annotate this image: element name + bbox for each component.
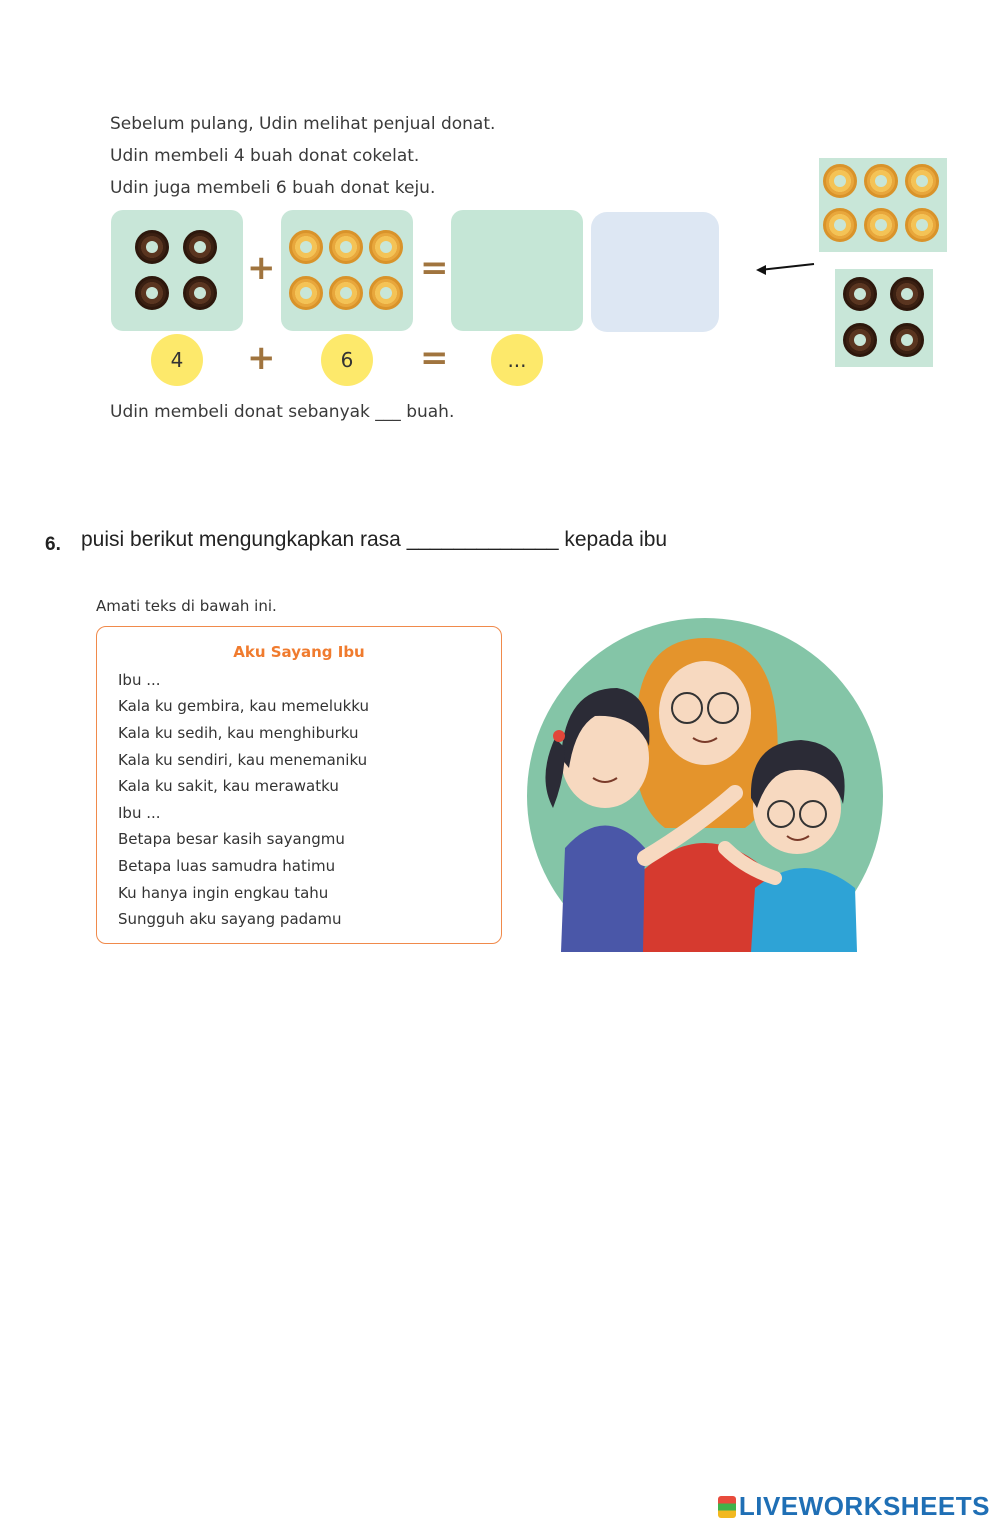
cheese-donut-tile [281, 210, 413, 331]
chocolate-donut-icon [890, 323, 924, 357]
chocolate-donut-icon [890, 277, 924, 311]
liveworksheets-logo-text: LIVEWORKSHEETS [738, 1491, 990, 1521]
chocolate-donut-icon [135, 230, 169, 264]
cheese-donut-icon [289, 230, 323, 264]
answer-sentence: Udin membeli donat sebanyak ___ buah. [110, 402, 455, 422]
poem-title: Aku Sayang Ibu [233, 643, 365, 661]
chocolate-donut-tile [111, 210, 243, 331]
poem-line: Ibu ... [118, 671, 161, 689]
equals-sign: = [420, 248, 449, 288]
number-circle-b: 6 [321, 334, 373, 386]
poem-line: Kala ku sendiri, kau menemaniku [118, 751, 368, 769]
poem-line: Sungguh aku sayang padamu [118, 910, 342, 928]
poem-line: Ku hanya ingin engkau tahu [118, 884, 329, 902]
poem-instruction: Amati teks di bawah ini. [96, 597, 277, 615]
cheese-donut-icon [369, 230, 403, 264]
poem-line: Betapa besar kasih sayangmu [118, 830, 345, 848]
equals-sign-2: = [420, 338, 449, 378]
draggable-cheese-donut-tile[interactable] [819, 158, 947, 252]
question-number: 6. [45, 534, 61, 555]
chocolate-donut-icon [183, 230, 217, 264]
liveworksheets-logo[interactable] [718, 1491, 990, 1522]
poem-line: Kala ku sakit, kau merawatku [118, 777, 339, 795]
question-6-text: puisi berikut mengungkapkan rasa _____________ kepada ibu [81, 528, 668, 551]
cheese-donut-icon [823, 164, 857, 198]
poem-line: Ibu ... [118, 804, 161, 822]
number-circle-a: 4 [151, 334, 203, 386]
arrow-left-icon [752, 258, 818, 278]
number-circle-result: ... [491, 334, 543, 386]
cheese-donut-icon [369, 276, 403, 310]
story-line-2: Udin membeli 4 buah donat cokelat. [110, 146, 420, 166]
poem-line: Kala ku gembira, kau memelukku [118, 697, 370, 715]
cheese-donut-icon [905, 208, 939, 242]
chocolate-donut-icon [183, 276, 217, 310]
poem-box [96, 626, 502, 944]
answer-drop-zone-2[interactable] [591, 212, 719, 332]
story-line-3: Udin juga membeli 6 buah donat keju. [110, 178, 436, 198]
answer-drop-zone-1[interactable] [451, 210, 583, 331]
cheese-donut-icon [905, 164, 939, 198]
chocolate-donut-icon [843, 323, 877, 357]
cheese-donut-icon [329, 230, 363, 264]
mother-children-hug-illustration [525, 618, 885, 956]
cheese-donut-icon [864, 208, 898, 242]
cheese-donut-icon [823, 208, 857, 242]
chocolate-donut-icon [843, 277, 877, 311]
plus-sign-2: + [247, 338, 276, 378]
story-line-1: Sebelum pulang, Udin melihat penjual donat. [110, 114, 496, 134]
poem-line: Betapa luas samudra hatimu [118, 857, 336, 875]
draggable-chocolate-donut-tile[interactable] [835, 269, 933, 367]
cheese-donut-icon [864, 164, 898, 198]
plus-sign: + [247, 248, 276, 288]
cheese-donut-icon [289, 276, 323, 310]
cheese-donut-icon [329, 276, 363, 310]
chocolate-donut-icon [135, 276, 169, 310]
liveworksheets-logo-icon [718, 1496, 736, 1518]
poem-line: Kala ku sedih, kau menghiburku [118, 724, 359, 742]
